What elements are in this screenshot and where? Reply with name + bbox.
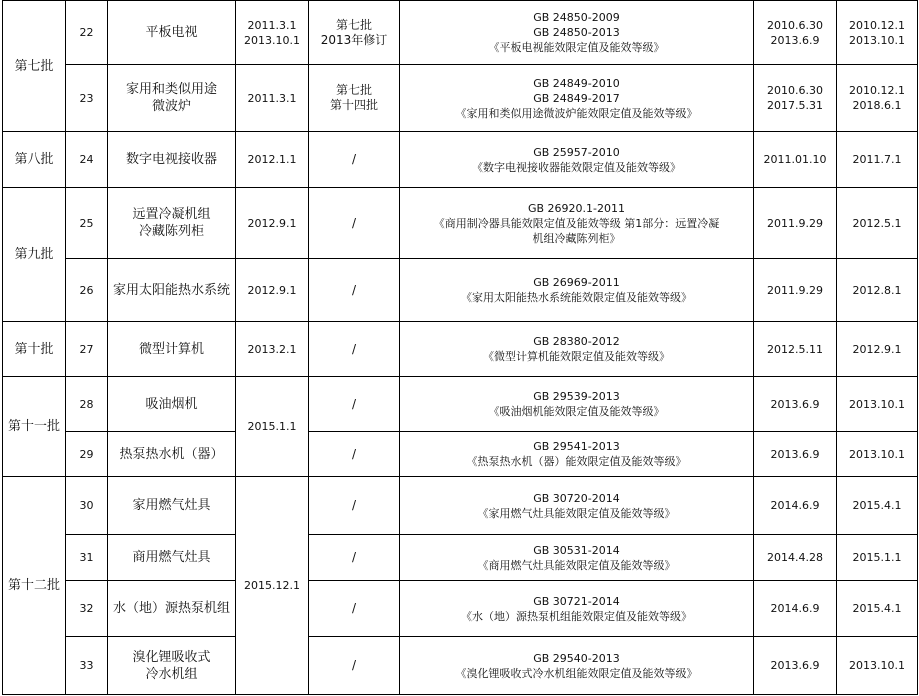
product-name-cell (108, 1, 236, 65)
publish-date-cell-line: 2013.6.9 (770, 659, 820, 672)
batch-cell: 第十一批 (3, 377, 66, 477)
effective-date-cell (837, 377, 918, 432)
label-date-cell (236, 322, 309, 377)
publish-date-cell (754, 132, 837, 188)
effective-date-cell-line: 2013.10.1 (849, 659, 905, 672)
effective-date-cell-line: 2010.12.1 (849, 18, 905, 32)
product-name-cell-line: 微波炉 (151, 99, 191, 114)
publish-date-cell (754, 188, 837, 259)
label-date-cell (236, 259, 309, 322)
row-number-cell: 30 (66, 477, 108, 535)
product-name-cell-line: 微型计算机 (138, 341, 204, 357)
revision-cell-line: 第七批 (335, 83, 372, 97)
effective-date-cell-line: 2015.1.1 (852, 551, 902, 564)
publish-date-cell-line: 2011.9.29 (767, 216, 823, 230)
publish-date-cell (754, 322, 837, 377)
standard-cell-line: GB 24850-2009 (533, 11, 620, 24)
publish-date-cell-line: 2010.6.30 (767, 84, 823, 97)
product-name-cell (108, 259, 236, 322)
publish-date-cell-line: 2013.6.9 (770, 447, 820, 461)
publish-date-cell (754, 432, 837, 477)
standard-cell (400, 432, 754, 477)
standard-cell (400, 377, 754, 432)
label-date-cell (236, 477, 309, 695)
product-name-cell (108, 432, 236, 477)
table-row (3, 65, 918, 132)
product-name-cell (108, 65, 236, 132)
product-name-cell-line: 水（地）源热泵机组 (112, 601, 230, 616)
effective-date-cell-line: 2012.5.1 (852, 216, 902, 230)
standard-cell-line: GB 24849-2010 (533, 76, 620, 90)
label-date-cell-line: 2011.3.1 (247, 91, 297, 105)
batch-cell: 第十批 (3, 322, 66, 377)
publish-date-cell-line: 2013.6.9 (770, 397, 820, 411)
product-name-cell (108, 581, 236, 637)
publish-date-cell (754, 477, 837, 535)
table-row (3, 1, 918, 65)
row-number-cell: 31 (66, 535, 108, 581)
standard-cell (400, 65, 754, 132)
effective-date-cell-line: 2012.8.1 (852, 283, 902, 297)
table-row (3, 581, 918, 637)
publish-date-cell-line: 2014.6.9 (770, 602, 820, 615)
revision-cell (309, 432, 400, 477)
product-name-cell (108, 188, 236, 259)
standard-cell (400, 535, 754, 581)
product-name-cell-line: 冷水机组 (145, 666, 198, 682)
standard-cell-line: GB 26920.1-2011 (527, 201, 626, 215)
label-date-cell (236, 65, 309, 132)
effective-date-cell-line: 2013.10.1 (849, 33, 905, 47)
product-name-cell-line: 热泵热水机（器） (119, 446, 224, 462)
product-name-cell-line: 冷藏陈列柜 (138, 224, 204, 239)
standard-cell (400, 637, 754, 695)
publish-date-cell-line: 2017.5.31 (767, 99, 823, 112)
standard-cell-line: 《商用燃气灶具能效限定值及能效等级》 (477, 558, 676, 572)
standard-cell-line: GB 29540-2013 (533, 651, 620, 665)
label-date-cell-line: 2011.3.1 (247, 18, 297, 32)
effective-date-cell-line: 2012.9.1 (852, 342, 902, 356)
label-date-cell (236, 132, 309, 188)
revision-cell-line: / (351, 282, 357, 297)
revision-cell-line: / (351, 341, 357, 356)
publish-date-cell-line: 2013.6.9 (770, 33, 820, 47)
revision-cell (309, 132, 400, 188)
revision-cell-line: / (351, 152, 357, 166)
publish-date-cell (754, 65, 837, 132)
effective-date-cell-line: 2015.4.1 (852, 602, 902, 615)
effective-date-cell-line: 2010.12.1 (849, 84, 905, 97)
row-number-cell: 33 (66, 637, 108, 695)
revision-cell-line: 2013年修订 (320, 32, 388, 47)
standard-cell-line: 《家用太阳能热水系统能效限定值及能效等级》 (461, 291, 692, 304)
label-date-cell-line: 2013.2.1 (247, 342, 297, 356)
standard-cell-line: GB 26969-2011 (533, 276, 620, 289)
standard-cell (400, 188, 754, 259)
effective-date-cell (837, 188, 918, 259)
standard-cell-line: 《热泵热水机（器）能效限定值及能效等级》 (466, 455, 687, 468)
publish-date-cell-line: 2012.5.11 (767, 342, 823, 356)
standard-cell-line: GB 24850-2013 (533, 26, 620, 39)
revision-cell (309, 322, 400, 377)
product-name-cell (108, 477, 236, 535)
product-name-cell-line: 家用太阳能热水系统 (112, 282, 230, 298)
publish-date-cell-line: 2011.9.29 (767, 283, 823, 297)
product-name-cell (108, 322, 236, 377)
product-name-cell (108, 377, 236, 432)
product-name-cell-line: 平板电视 (145, 25, 198, 40)
table-body (3, 1, 918, 695)
table-row (3, 132, 918, 188)
label-date-cell (236, 1, 309, 65)
batch-cell: 第七批 (3, 1, 66, 132)
standard-cell-line: 《家用燃气灶具能效限定值及能效等级》 (477, 506, 676, 520)
table-row (3, 322, 918, 377)
table-row (3, 637, 918, 695)
effective-date-cell (837, 322, 918, 377)
revision-cell-line: / (351, 658, 357, 672)
publish-date-cell (754, 377, 837, 432)
revision-cell (309, 377, 400, 432)
standard-cell (400, 477, 754, 535)
publish-date-cell-line: 2014.6.9 (770, 499, 820, 512)
revision-cell (309, 188, 400, 259)
standard-cell (400, 1, 754, 65)
standard-cell-line: GB 25957-2010 (533, 145, 620, 159)
effective-date-cell (837, 535, 918, 581)
revision-cell (309, 637, 400, 695)
revision-cell-line: / (351, 601, 357, 615)
effective-date-cell (837, 65, 918, 132)
product-name-cell-line: 数字电视接收器 (125, 152, 217, 167)
revision-cell (309, 477, 400, 535)
table-row (3, 432, 918, 477)
row-number-cell: 28 (66, 377, 108, 432)
row-number-cell: 25 (66, 188, 108, 259)
row-number-cell: 26 (66, 259, 108, 322)
publish-date-cell-line: 2014.4.28 (767, 551, 823, 564)
publish-date-cell (754, 637, 837, 695)
batch-cell: 第十二批 (3, 477, 66, 695)
effective-date-cell (837, 1, 918, 65)
publish-date-cell (754, 1, 837, 65)
row-number-cell: 27 (66, 322, 108, 377)
publish-date-cell-line: 2011.01.10 (763, 153, 827, 166)
standard-cell-line: GB 30720-2014 (533, 491, 620, 505)
standard-cell-line: GB 28380-2012 (533, 335, 620, 348)
standard-cell (400, 322, 754, 377)
row-number-cell: 23 (66, 65, 108, 132)
batch-cell: 第八批 (3, 132, 66, 188)
table-row (3, 377, 918, 432)
product-name-cell (108, 535, 236, 581)
revision-cell-line: / (351, 215, 357, 230)
product-name-cell-line: 吸油烟机 (145, 396, 198, 412)
publish-date-cell (754, 581, 837, 637)
standard-cell-line: 《商用制冷器具能效限定值及能效等级 第1部分：远置冷凝 (433, 216, 720, 230)
standard-cell (400, 581, 754, 637)
table-row (3, 188, 918, 259)
revision-cell (309, 1, 400, 65)
standard-cell-line: 《溴化锂吸收式冷水机组能效限定值及能效等级》 (455, 666, 698, 680)
effective-date-cell (837, 432, 918, 477)
product-name-cell-line: 商用燃气灶具 (132, 550, 211, 565)
label-date-cell-line: 2012.9.1 (247, 283, 297, 297)
publish-date-cell (754, 535, 837, 581)
standard-cell-line: 《水（地）源热泵机组能效限定值及能效等级》 (461, 609, 692, 623)
standard-cell-line: GB 30721-2014 (533, 594, 620, 608)
table-row (3, 477, 918, 535)
label-date-cell-line: 2012.1.1 (247, 153, 297, 166)
revision-cell-line: / (351, 446, 357, 461)
product-name-cell-line: 家用和类似用途 (125, 82, 217, 97)
effective-date-cell (837, 132, 918, 188)
effective-date-cell-line: 2018.6.1 (852, 99, 902, 112)
row-number-cell: 22 (66, 1, 108, 65)
label-date-cell (236, 188, 309, 259)
standard-cell-line: 机组冷藏陈列柜》 (532, 231, 621, 245)
product-name-cell (108, 637, 236, 695)
publish-date-cell (754, 259, 837, 322)
table-row (3, 535, 918, 581)
row-number-cell: 32 (66, 581, 108, 637)
revision-cell-line: 第七批 (335, 17, 372, 32)
energy-label-catalog-table (2, 0, 918, 695)
standard-cell-line: GB 30531-2014 (533, 543, 620, 557)
revision-cell-line: / (351, 550, 357, 564)
revision-cell (309, 535, 400, 581)
effective-date-cell-line: 2013.10.1 (849, 447, 905, 461)
standard-cell-line: 《平板电视能效限定值及能效等级》 (488, 41, 665, 54)
revision-cell-line: / (351, 396, 357, 411)
standard-cell (400, 259, 754, 322)
row-number-cell: 24 (66, 132, 108, 188)
revision-cell (309, 65, 400, 132)
row-number-cell: 29 (66, 432, 108, 477)
effective-date-cell-line: 2011.7.1 (852, 153, 902, 166)
effective-date-cell (837, 637, 918, 695)
label-date-cell-line: 2015.1.1 (247, 420, 297, 433)
publish-date-cell-line: 2010.6.30 (767, 18, 823, 32)
standard-cell-line: 《家用和类似用途微波炉能效限定值及能效等级》 (455, 106, 698, 120)
standard-cell-line: GB 24849-2017 (533, 91, 620, 105)
product-name-cell-line: 远置冷凝机组 (132, 207, 211, 222)
effective-date-cell-line: 2013.10.1 (849, 397, 905, 411)
label-date-cell-line: 2012.9.1 (247, 216, 297, 230)
effective-date-cell-line: 2015.4.1 (852, 499, 902, 512)
table-row (3, 259, 918, 322)
standard-cell-line: 《微型计算机能效限定值及能效等级》 (483, 350, 670, 363)
effective-date-cell (837, 259, 918, 322)
batch-cell: 第九批 (3, 188, 66, 322)
standard-cell-line: GB 29541-2013 (533, 440, 620, 453)
standard-cell-line: 《数字电视接收器能效限定值及能效等级》 (472, 160, 681, 174)
revision-cell (309, 259, 400, 322)
label-date-cell-line: 2013.10.1 (244, 33, 300, 47)
effective-date-cell (837, 477, 918, 535)
standard-cell-line: 《吸油烟机能效限定值及能效等级》 (488, 405, 665, 418)
revision-cell (309, 581, 400, 637)
standard-cell (400, 132, 754, 188)
product-name-cell (108, 132, 236, 188)
effective-date-cell (837, 581, 918, 637)
revision-cell-line: / (351, 498, 357, 512)
label-date-cell-line: 2015.12.1 (244, 579, 300, 592)
product-name-cell-line: 家用燃气灶具 (132, 498, 211, 513)
standard-cell-line: GB 29539-2013 (533, 390, 620, 403)
revision-cell-line: 第十四批 (329, 98, 378, 112)
product-name-cell-line: 溴化锂吸收式 (132, 649, 211, 665)
label-date-cell (236, 377, 309, 477)
